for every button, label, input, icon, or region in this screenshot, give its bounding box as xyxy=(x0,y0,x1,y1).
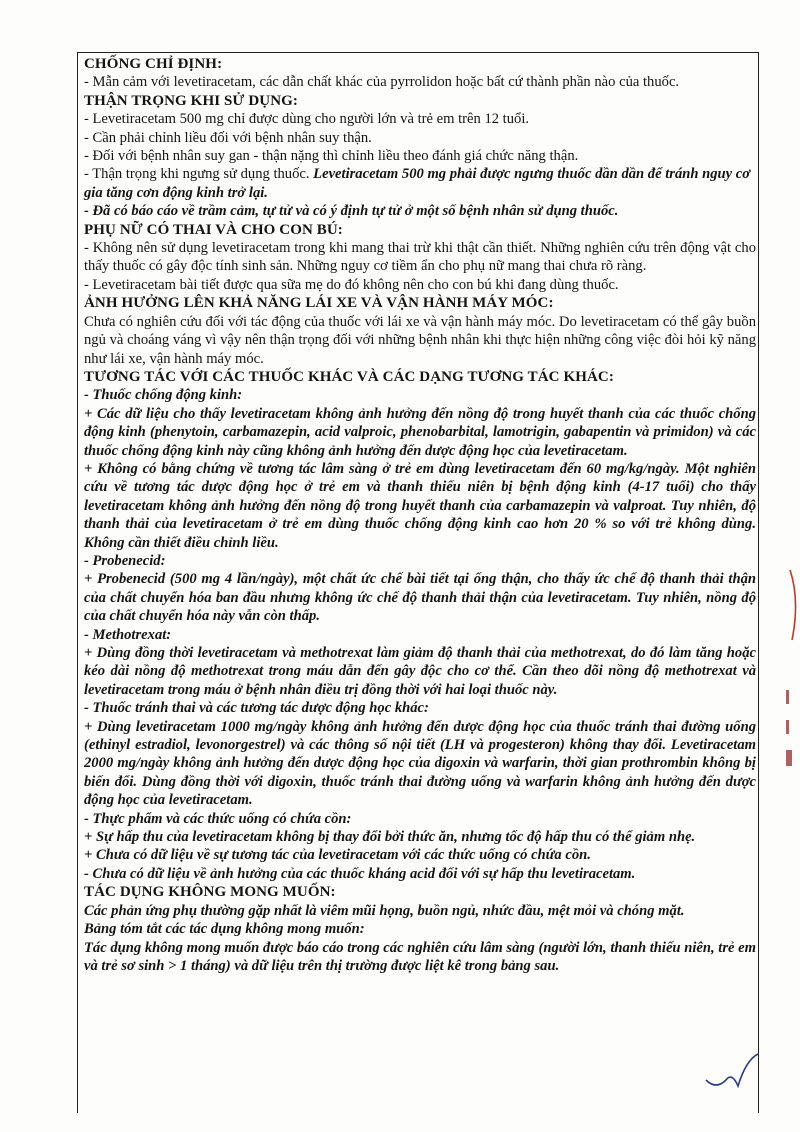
contraindications-text: - Mẫn cảm với levetiracetam, các dẫn chất khác của pyrrolidon hoặc bất cứ thành phần nào của thuốc. xyxy=(84,74,680,91)
heading-precautions: THẬN TRỌNG KHI SỬ DỤNG: xyxy=(84,92,298,109)
interaction-subheading: - Probenecid: xyxy=(84,552,166,569)
interaction-text: + Dùng đồng thời levetiracetam và methotrexat làm giảm độ thanh thải của methotrexat, do đó làm tăng hoặc kéo dài nồng độ methotrexat trong máu dẫn đến gây độc cho cơ thể. Cần theo dõi nồng độ methotrexat và levetiracetam trong máu ở bệnh nhân điều trị đồng thời với hai loại thuốc này. xyxy=(84,645,756,698)
driving-text: Chưa có nghiên cứu đối với tác động của thuốc với lái xe và vận hành máy móc. Do levetiracetam có thể gây buồn ngủ và choáng váng vì vậy nên thận trọng đối với những bệnh nhân khi thực hiện những công việc đòi hỏi kỹ năng như lái xe, vận hành máy móc. xyxy=(84,313,756,367)
interaction-text: + Dùng levetiracetam 1000 mg/ngày không ảnh hưởng đến dược động học của thuốc tránh thai đường uống (ethinyl estradiol, levonorgestrel) và các thông số nội tiết (LH và progesteron) không thay đổi. Levetiracetam 2000 mg/ngày không ảnh hưởng đến dược động học của digoxin và warfarin, thời gian prothrombin không bị biến đổi. Dùng đồng thời với digoxin, thuốc tránh thai đường uống và warfarin không ảnh hưởng đến dược động học của levetiracetam. xyxy=(84,718,756,809)
interaction-text: - Chưa có dữ liệu về ảnh hưởng của các thuốc kháng acid đối với sự hấp thu levetiracetam. xyxy=(84,865,636,882)
precaution-item: - Đối với bệnh nhân suy gan - thận nặng thì chỉnh liều theo đánh giá chức năng thận. xyxy=(84,148,579,165)
pregnancy-text: - Không nên sử dụng levetiracetam trong khi mang thai trừ khi thật cần thiết. Những nghiên cứu trên động vật cho thấy thuốc có gây độc tính sinh sản. Những nguy cơ tiềm ẩn cho phụ nữ mang thai chưa rõ ràng. xyxy=(84,240,756,275)
precaution-warning: - Đã có báo cáo về trầm cảm, tự tử và có ý định tự tử ở một số bệnh nhân sử dụng thuốc. xyxy=(84,203,619,220)
red-stamp-arc xyxy=(790,570,796,640)
heading-adverse-effects: TÁC DỤNG KHÔNG MONG MUỐN: xyxy=(84,884,336,901)
pregnancy-text: - Levetiracetam bài tiết được qua sữa mẹ do đó không nên cho con bú khi đang dùng thuốc. xyxy=(84,276,619,293)
adverse-table-caption: Bảng tóm tắt các tác dụng không mong muốn: xyxy=(84,921,365,938)
interaction-text: + Chưa có dữ liệu về sự tương tác của levetiracetam với các thức uống có chứa cồn. xyxy=(84,847,591,864)
interaction-subheading: - Methotrexat: xyxy=(84,626,172,643)
heading-contraindications: CHỐNG CHỈ ĐỊNH: xyxy=(84,56,223,72)
adverse-text: Tác dụng không mong muốn được báo cáo trong các nghiên cứu lâm sàng (người lớn, thanh thiếu niên, trẻ em và trẻ sơ sinh > 1 tháng) và dữ liệu trên thị trường được liệt kê trong bảng sau. xyxy=(84,939,756,974)
signature-mark xyxy=(702,1050,762,1094)
stamp-fragment xyxy=(786,720,789,734)
heading-pregnancy: PHỤ NỮ CÓ THAI VÀ CHO CON BÚ: xyxy=(84,221,343,238)
heading-interactions: TƯƠNG TÁC VỚI CÁC THUỐC KHÁC VÀ CÁC DẠNG TƯƠNG TÁC KHÁC: xyxy=(84,368,614,385)
interaction-text: + Các dữ liệu cho thấy levetiracetam không ảnh hưởng đến nồng độ trong huyết thanh của các thuốc chống động kinh (phenytoin, carbamazepin, acid valproic, phenobarbital, lamotrigin, gabapentin và primidon) và các thuốc chống động kinh này cũng không ảnh hưởng đến dược động học của levetiracetam. xyxy=(84,405,756,459)
precaution-emphasis: Levetiracetam 500 mg phải được ngưng thuốc dần dần để tránh nguy cơ gia tăng cơn động kinh trở lại. xyxy=(84,166,751,201)
interaction-text: + Không có bằng chứng về tương tác lâm sàng ở trẻ em dùng levetiracetam đến 60 mg/kg/ngày. Một nghiên cứu về tương tác dược động học ở trẻ em và thanh thiếu niên bị bệnh động kinh (4-17 tuổi) cho thấy levetiracetam không ảnh hưởng đến nồng độ trong huyết thanh của carbamazepin và valproat. Tuy nhiên, độ thanh thải của levetiracetam ở trẻ em dùng thuốc chống động kinh cao hơn 20 % so với trẻ không dùng. Không cần thiết điều chỉnh liều. xyxy=(84,460,756,551)
interaction-text: + Probenecid (500 mg 4 lần/ngày), một chất ức chế bài tiết tại ống thận, cho thấy ức chế độ thanh thải thận của chất chuyển hóa ban đầu nhưng không ức chế độ thanh thải thận của levetiracetam. Tuy nhiên, nồng độ của chất chuyển hóa này vẫn còn thấp. xyxy=(84,571,756,625)
document-body xyxy=(84,55,756,975)
stamp-fragment xyxy=(786,750,792,766)
interaction-subheading: - Thuốc chống động kinh: xyxy=(84,387,243,404)
heading-driving: ẢNH HƯỞNG LÊN KHẢ NĂNG LÁI XE VÀ VẬN HÀNH MÁY MÓC: xyxy=(84,295,554,312)
precaution-text: - Thận trọng khi ngưng sử dụng thuốc. xyxy=(84,166,314,183)
precaution-item: - Cần phải chỉnh liều đối với bệnh nhân suy thận. xyxy=(84,129,372,146)
adverse-text: Các phản ứng phụ thường gặp nhất là viêm mũi họng, buồn ngủ, nhức đầu, mệt mỏi và chóng mặt. xyxy=(84,902,685,919)
stamp-fragment xyxy=(786,690,789,704)
precaution-item xyxy=(84,165,756,202)
interaction-subheading: - Thực phẩm và các thức uống có chứa cồn: xyxy=(84,810,352,827)
interaction-subheading: - Thuốc tránh thai và các tương tác dược động học khác: xyxy=(84,700,429,717)
precaution-item: - Levetiracetam 500 mg chỉ được dùng cho người lớn và trẻ em trên 12 tuổi. xyxy=(84,111,530,128)
interaction-text: + Sự hấp thu của levetiracetam không bị thay đổi bởi thức ăn, nhưng tốc độ hấp thu có thể giảm nhẹ. xyxy=(84,829,696,846)
margin-stamp-marks xyxy=(760,560,800,820)
